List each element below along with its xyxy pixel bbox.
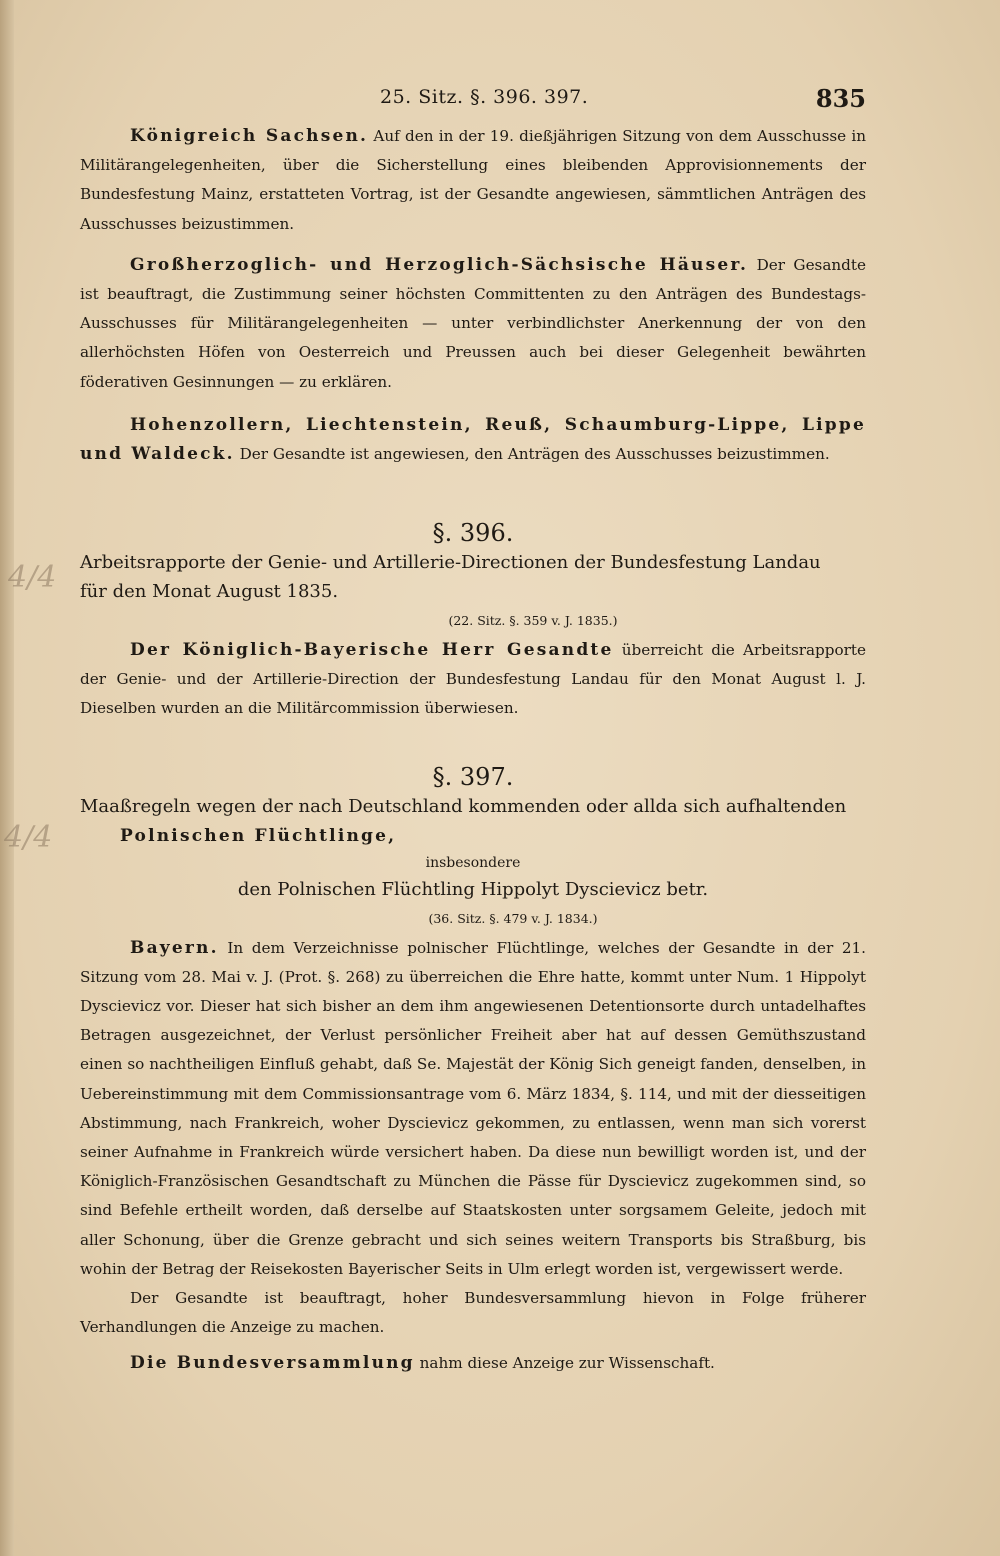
state-heading: Bayern. [130, 937, 219, 958]
page-spine-shadow [0, 0, 14, 1556]
paragraph-397-closing [80, 1349, 866, 1378]
paragraph-text: Der Gesandte ist beauftragt, die Zustimmung seiner höchsten Committenten zu den Anträgen des Bundestags-Ausschusses für Militärangelegenheiten — unter verbindlichster Anerkennung der von den allerhöchsten Höfen von Oesterreich und Preussen auch bei dieser Gelegenheit bewährten föderativen Gesinnungen — zu erklären. [80, 255, 866, 391]
paragraph-396 [80, 636, 866, 724]
section-title-397-line2 [80, 821, 866, 851]
margin-handwritten-note: 4/4 [4, 820, 53, 855]
state-heading: Hohenzollern, Liechtenstein, Reuß, Schaumburg-Lippe, Lippe und Waldeck. [80, 414, 866, 465]
section-reference-397: (36. Sitz. §. 479 v. J. 1834.) [428, 911, 598, 927]
paragraph-text: In dem Verzeichnisse polnischer Flüchtlinge, welches der Gesandte in der 21. Sitzung vom 28. Mai v. J. (Prot. §. 268) zu überreichen die Ehre hatte, kommt unter Num. 1 Hippolyt Dyscievicz vor. Dieser hat sich bisher an dem ihm angewiesenen Detentionsorte durch untadelhaftes Betragen ausgezeichnet, der Verlust persönlicher Freiheit aber hat auf dessen Gemüthszustand einen so nachtheiligen Einfluß gehabt, daß Se. Majestät der König Sich geneigt fanden, denselben, in Uebereinstimmung mit dem Commissionsantrage vom 6. März 1834, §. 114, und mit der diesseitigen Abstimmung, nach Frankreich, woher Dyscievicz gekommen, zu entlassen, wenn man sich vorerst seiner Aufnahme in Frankreich würde versichert haben. Da diese nun bewilligt worden ist, und der Königlich-Französischen Gesandtschaft zu München die Pässe für Dyscievicz zugekommen sind, so sind Befehle ertheilt worden, daß derselbe auf Staatskosten unter sorgsamem Geleite, jedoch mit aller Schonung, über die Grenze gebracht und sich seines weitern Transports bis Straßburg, bis wohin der Betrag der Reisekosten Bayerischer Seits in Ulm erlegt worden ist, vergewissert werde. [80, 938, 867, 1278]
paragraph-text: überreicht die Arbeitsrapporte der Genie- und der Artillerie-Direction der Bundesfestung Landau für den Monat August l. J. Dieselben wurden an die Militärcommission überwiesen. [80, 640, 866, 718]
section-number-397: §. 397. [432, 763, 514, 792]
paragraph-397-main [80, 934, 866, 1284]
section-reference-396: (22. Sitz. §. 359 v. J. 1835.) [448, 613, 618, 629]
state-heading: Königreich Sachsen. [130, 126, 369, 146]
page-number: 835 [815, 84, 866, 113]
state-heading: Großherzoglich- und Herzoglich-Sächsische Häuser. [130, 254, 749, 275]
envoy-heading: Der Königlich-Bayerische Herr Gesandte [130, 639, 614, 660]
paragraph-397-instruction: Der Gesandte ist beauftragt, hoher Bundesversammlung hievon in Folge früherer Verhandlungen die Anzeige zu machen. [80, 1289, 866, 1337]
paragraph-sachsen [80, 122, 866, 239]
section-title-397-line1: Maaßregeln wegen der nach Deutschland kommenden oder allda sich aufhaltenden [80, 796, 847, 818]
assembly-heading: Die Bundesversammlung [130, 1352, 415, 1373]
paragraph-saechsische-haeuser [80, 251, 866, 397]
section-title-397-line3: insbesondere [425, 855, 521, 872]
section-number-396: §. 396. [432, 519, 514, 548]
paragraph-hohenzollern [80, 411, 866, 469]
paragraph-text: Der Gesandte ist angewiesen, den Anträgen des Ausschusses beizustimmen. [239, 445, 830, 464]
running-title: 25. Sitz. §. 396. 397. [380, 86, 589, 108]
margin-handwritten-note: 4/4 [8, 560, 57, 595]
title-emphasis: Polnischen Flüchtlinge, [120, 826, 397, 847]
section-title-396: Arbeitsrapporte der Genie- und Artillerie-Directionen der Bundesfestung Landau für den Monat August 1835. [80, 552, 821, 603]
paragraph-text: Auf den in der 19. dießjährigen Sitzung von dem Ausschusse in Militärangelegenheiten, über die Sicherstellung eines bleibenden Approvisionnements der Bundesfestung Mainz, erstatteten Vortrag, ist der Gesandte angewiesen, sämmtlichen Anträgen des Ausschusses beizustimmen. [80, 127, 867, 233]
section-title-397-line4: den Polnischen Flüchtling Hippolyt Dyscievicz betr. [237, 879, 709, 901]
paragraph-text: nahm diese Anzeige zur Wissenschaft. [419, 1353, 715, 1372]
running-header [80, 84, 866, 118]
page-body [80, 122, 866, 1378]
